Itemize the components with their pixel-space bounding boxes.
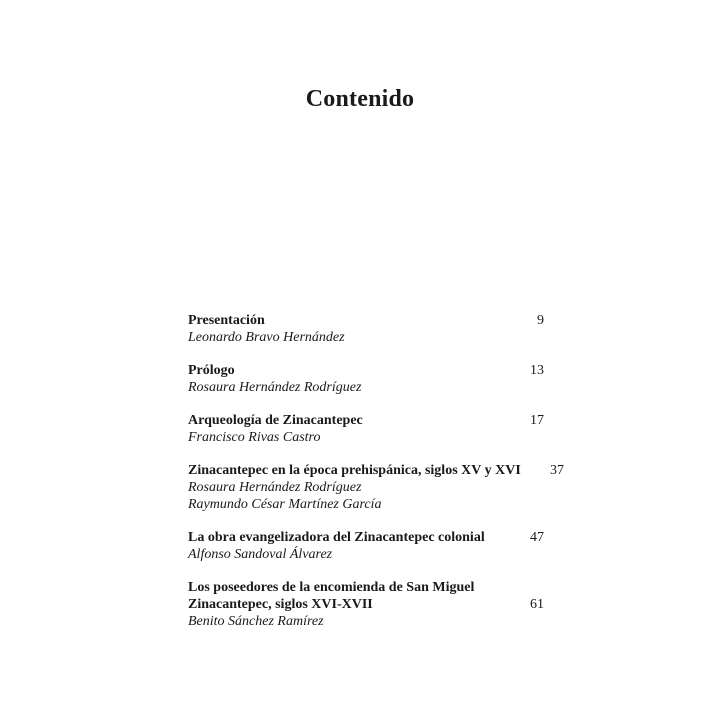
entry-page-number: 61 <box>530 597 544 612</box>
toc-entry-encomienda <box>188 579 544 630</box>
entry-page-number: 9 <box>537 313 544 328</box>
entry-page-number: 13 <box>530 363 544 378</box>
page-title: Contenido <box>305 86 415 112</box>
entry-page-number: 47 <box>530 530 544 545</box>
entry-title: Arqueología de Zinacantepec <box>188 413 363 428</box>
entry-title: La obra evangelizadora del Zinacantepec colonial <box>188 530 485 545</box>
entry-author: Leonardo Bravo Hernández <box>188 330 345 345</box>
toc-entry-presentacion <box>188 312 544 346</box>
entry-author: Alfonso Sandoval Álvarez <box>188 547 333 562</box>
toc-entry-prehispanica <box>188 462 564 513</box>
entry-title: Zinacantepec en la época prehispánica, siglos XV y XVI <box>188 463 521 478</box>
toc-entry-evangelizadora <box>188 529 544 563</box>
table-of-contents <box>188 312 564 646</box>
entry-author: Francisco Rivas Castro <box>188 430 321 445</box>
entry-author: Rosaura Hernández Rodríguez <box>188 480 362 495</box>
entry-author: Raymundo César Martínez García <box>188 497 382 512</box>
entry-page-number: 17 <box>530 413 544 428</box>
toc-entry-arqueologia <box>188 412 544 446</box>
entry-title: Los poseedores de la encomienda de San Miguel Zinacantepec, siglos XVI-XVII <box>188 580 475 612</box>
entry-title: Prólogo <box>188 363 235 378</box>
toc-entry-prologo <box>188 362 544 396</box>
entry-author: Rosaura Hernández Rodríguez <box>188 380 362 395</box>
entry-title: Presentación <box>188 313 265 328</box>
entry-page-number: 37 <box>550 463 564 478</box>
entry-author: Benito Sánchez Ramírez <box>188 614 324 629</box>
